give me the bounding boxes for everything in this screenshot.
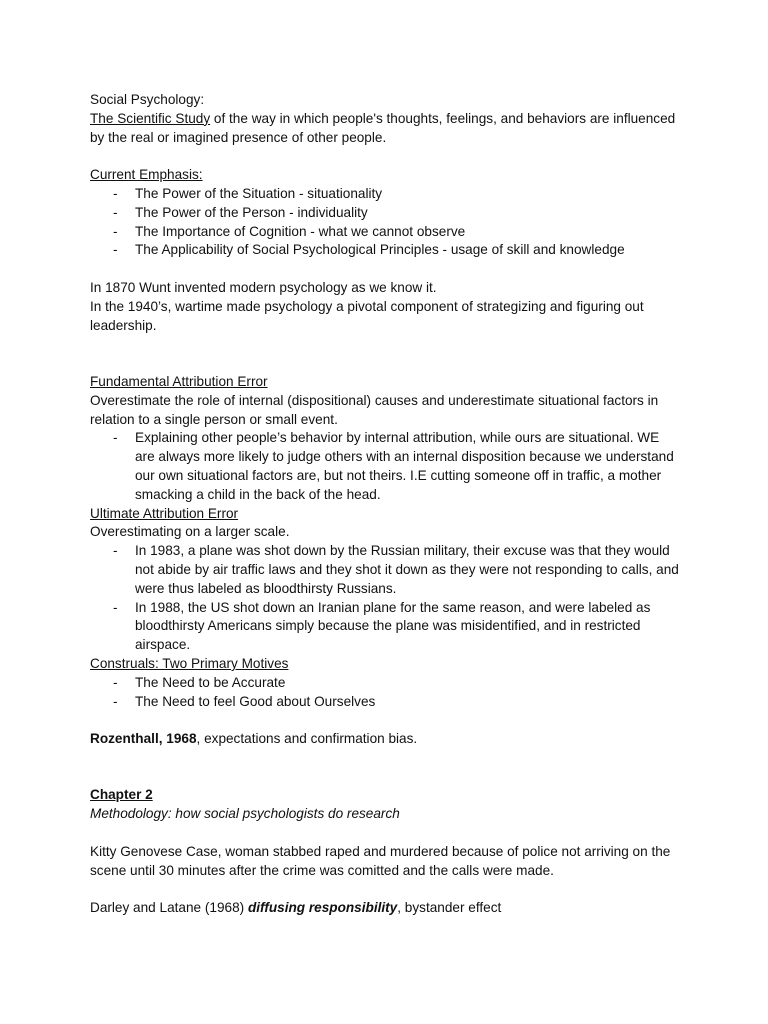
- spacer: [90, 335, 680, 373]
- uae-list: [90, 542, 680, 655]
- uae-heading-text: Ultimate Attribution Error: [90, 505, 239, 521]
- history-line-1940s: In the 1940’s, wartime made psychology a pivotal component of strategizing and figuring out leadership.: [90, 298, 644, 333]
- section-heading-fae: [90, 373, 680, 392]
- list-item: - The Need to be Accurate: [135, 674, 680, 693]
- section-heading-construals: [90, 655, 680, 674]
- section-heading-social-psychology: Social Psychology:: [90, 92, 205, 107]
- spacer: [90, 711, 680, 730]
- list-item: - In 1988, the US shot down an Iranian plane for the same reason, and were labeled as bloodthirsty Americans simply because the plane was misidentified, and in restricted airspace.: [135, 599, 680, 655]
- spacer: [90, 260, 680, 279]
- definition-term: The Scientific Study: [90, 110, 211, 126]
- darley-latane-paragraph: [90, 899, 680, 918]
- construals-list: [90, 674, 680, 712]
- darley-text-end: , bystander effect: [397, 900, 502, 916]
- construals-heading-text: Construals: Two Primary Motives: [90, 655, 289, 671]
- list-item: - The Applicability of Social Psychological Principles - usage of skill and knowledge: [135, 241, 680, 260]
- chapter-subtitle: Methodology: how social psychologists do research: [90, 806, 400, 822]
- list-item: - In 1983, a plane was shot down by the Russian military, their excuse was that they would not abide by air traffic laws and they shot it down as they were not responding to calls, and were thus labeled as bloodthirsty Russians.: [135, 542, 680, 598]
- list-item: - The Importance of Cognition - what we cannot observe: [135, 223, 680, 242]
- fae-list: [90, 429, 680, 504]
- chapter-heading: [90, 786, 680, 805]
- definition-paragraph: [90, 110, 680, 148]
- kitty-genovese-paragraph: Kitty Genovese Case, woman stabbed raped and murdered because of police not arriving on the scene until 30 minutes after the crime was comitted and the calls were made.: [90, 843, 671, 878]
- list-item: - The Power of the Situation - situationality: [135, 185, 680, 204]
- chapter-2-title: Chapter 2: [90, 787, 153, 803]
- fae-heading-text: Fundamental Attribution Error: [90, 373, 268, 389]
- fae-definition: Overestimate the role of internal (dispositional) causes and underestimate situational factors in relation to a single person or small event.: [90, 392, 659, 427]
- spacer: [90, 880, 680, 899]
- darley-key-term: diffusing responsibility: [247, 900, 398, 916]
- section-heading-current-emphasis: Current Emphasis:: [90, 167, 203, 183]
- list-item: - The Need to feel Good about Ourselves: [135, 693, 680, 712]
- list-item: - The Power of the Person - individuality: [135, 204, 680, 223]
- spacer: [90, 749, 680, 787]
- rozenthall-text: , expectations and confirmation bias.: [196, 731, 418, 747]
- darley-text-start: Darley and Latane (1968): [90, 900, 248, 916]
- spacer: [90, 824, 680, 843]
- rozenthall-citation: Rozenthall, 1968: [90, 731, 197, 747]
- history-line-1870: In 1870 Wunt invented modern psychology as we know it.: [90, 279, 437, 295]
- list-item: - Explaining other people’s behavior by internal attribution, while ours are situational. WE are always more likely to judge others with an internal disposition because we understand our own situational factors are, but not theirs. I.E cutting someone off in traffic, a mother smacking a child in the back of the head.: [135, 429, 680, 504]
- spacer: [90, 147, 680, 166]
- rozenthall-paragraph: [90, 730, 680, 749]
- uae-definition: Overestimating on a larger scale.: [90, 524, 290, 540]
- document-page: [90, 91, 680, 918]
- section-heading-uae: [90, 505, 680, 524]
- current-emphasis-list: [90, 185, 680, 260]
- definition-text: of the way in which people's thoughts, feelings, and behaviors are influenced by the real or imagined presence of other people.: [90, 110, 676, 145]
